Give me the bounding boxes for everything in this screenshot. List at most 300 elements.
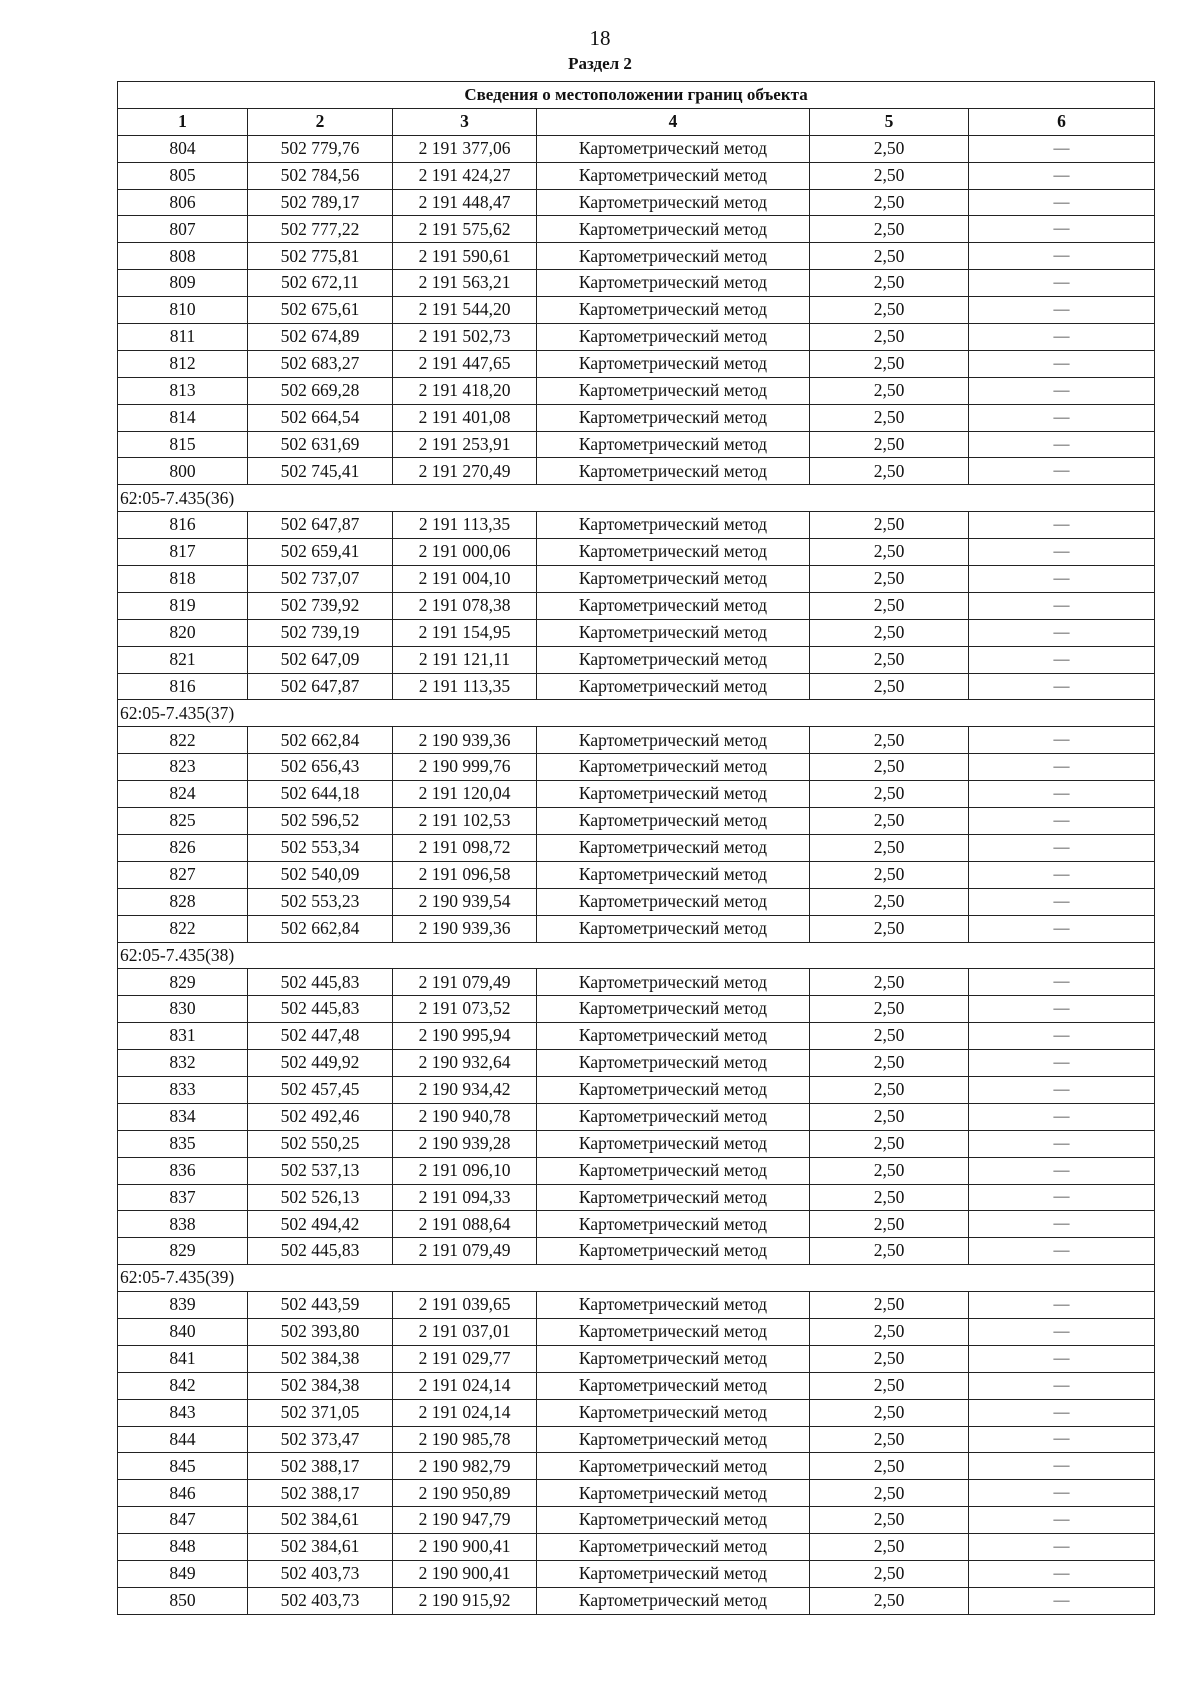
method-cell: Картометрический метод: [537, 1103, 810, 1130]
y-coordinate-cell: 2 191 270,49: [393, 458, 537, 485]
x-coordinate-cell: 502 656,43: [248, 754, 393, 781]
description-cell: —: [969, 1318, 1155, 1345]
description-cell: —: [969, 377, 1155, 404]
table-row: [118, 996, 1155, 1023]
y-coordinate-cell: 2 191 502,73: [393, 324, 537, 351]
table-row: [118, 1534, 1155, 1561]
y-coordinate-cell: 2 191 113,35: [393, 512, 537, 539]
y-coordinate-cell: 2 190 940,78: [393, 1103, 537, 1130]
description-cell: —: [969, 512, 1155, 539]
x-coordinate-cell: 502 596,52: [248, 808, 393, 835]
y-coordinate-cell: 2 191 078,38: [393, 592, 537, 619]
group-label: 62:05-7.435(37): [118, 700, 1155, 727]
y-coordinate-cell: 2 191 094,33: [393, 1184, 537, 1211]
method-cell: Картометрический метод: [537, 243, 810, 270]
accuracy-cell: 2,50: [810, 727, 969, 754]
accuracy-cell: 2,50: [810, 888, 969, 915]
table-row: [118, 270, 1155, 297]
description-cell: —: [969, 566, 1155, 593]
point-number-cell: 808: [118, 243, 248, 270]
point-number-cell: 831: [118, 1023, 248, 1050]
table-row: [118, 377, 1155, 404]
section-title: Раздел 2: [568, 54, 632, 73]
accuracy-cell: 2,50: [810, 808, 969, 835]
point-number-cell: 835: [118, 1130, 248, 1157]
group-label: 62:05-7.435(38): [118, 942, 1155, 969]
x-coordinate-cell: 502 784,56: [248, 162, 393, 189]
accuracy-cell: 2,50: [810, 350, 969, 377]
y-coordinate-cell: 2 191 448,47: [393, 189, 537, 216]
y-coordinate-cell: 2 191 424,27: [393, 162, 537, 189]
point-number-cell: 825: [118, 808, 248, 835]
description-cell: —: [969, 1534, 1155, 1561]
point-number-cell: 836: [118, 1157, 248, 1184]
point-number-cell: 828: [118, 888, 248, 915]
x-coordinate-cell: 502 371,05: [248, 1399, 393, 1426]
point-number-cell: 811: [118, 324, 248, 351]
method-cell: Картометрический метод: [537, 404, 810, 431]
y-coordinate-cell: 2 190 999,76: [393, 754, 537, 781]
description-cell: —: [969, 1560, 1155, 1587]
accuracy-cell: 2,50: [810, 834, 969, 861]
y-coordinate-cell: 2 191 418,20: [393, 377, 537, 404]
description-cell: —: [969, 861, 1155, 888]
table-row: [118, 1292, 1155, 1319]
point-number-cell: 829: [118, 1238, 248, 1265]
y-coordinate-cell: 2 191 544,20: [393, 297, 537, 324]
point-number-cell: 824: [118, 781, 248, 808]
table-row: [118, 1023, 1155, 1050]
accuracy-cell: 2,50: [810, 673, 969, 700]
x-coordinate-cell: 502 675,61: [248, 297, 393, 324]
method-cell: Картометрический метод: [537, 1345, 810, 1372]
method-cell: Картометрический метод: [537, 1426, 810, 1453]
description-cell: —: [969, 1157, 1155, 1184]
x-coordinate-cell: 502 384,61: [248, 1507, 393, 1534]
point-number-cell: 845: [118, 1453, 248, 1480]
method-cell: Картометрический метод: [537, 189, 810, 216]
table-row: [118, 1372, 1155, 1399]
point-number-cell: 816: [118, 512, 248, 539]
accuracy-cell: 2,50: [810, 1560, 969, 1587]
description-cell: —: [969, 1076, 1155, 1103]
method-cell: Картометрический метод: [537, 1453, 810, 1480]
accuracy-cell: 2,50: [810, 458, 969, 485]
method-cell: Картометрический метод: [537, 969, 810, 996]
coordinates-table: [117, 81, 1155, 1615]
method-cell: Картометрический метод: [537, 1587, 810, 1614]
description-cell: —: [969, 1050, 1155, 1077]
accuracy-cell: 2,50: [810, 781, 969, 808]
y-coordinate-cell: 2 190 934,42: [393, 1076, 537, 1103]
y-coordinate-cell: 2 191 024,14: [393, 1399, 537, 1426]
method-cell: Картометрический метод: [537, 162, 810, 189]
x-coordinate-cell: 502 388,17: [248, 1480, 393, 1507]
y-coordinate-cell: 2 191 575,62: [393, 216, 537, 243]
accuracy-cell: 2,50: [810, 619, 969, 646]
description-cell: —: [969, 1130, 1155, 1157]
description-cell: —: [969, 673, 1155, 700]
y-coordinate-cell: 2 190 900,41: [393, 1560, 537, 1587]
method-cell: Картометрический метод: [537, 834, 810, 861]
y-coordinate-cell: 2 191 121,11: [393, 646, 537, 673]
method-cell: Картометрический метод: [537, 1184, 810, 1211]
table-row: [118, 1318, 1155, 1345]
method-cell: Картометрический метод: [537, 377, 810, 404]
method-cell: Картометрический метод: [537, 1399, 810, 1426]
x-coordinate-cell: 502 550,25: [248, 1130, 393, 1157]
description-cell: —: [969, 646, 1155, 673]
accuracy-cell: 2,50: [810, 162, 969, 189]
table-row: [118, 1345, 1155, 1372]
table-row: [118, 1130, 1155, 1157]
point-number-cell: 822: [118, 915, 248, 942]
method-cell: Картометрический метод: [537, 1480, 810, 1507]
table-row: [118, 1587, 1155, 1614]
x-coordinate-cell: 502 443,59: [248, 1292, 393, 1319]
method-cell: Картометрический метод: [537, 646, 810, 673]
table-row: [118, 1076, 1155, 1103]
x-coordinate-cell: 502 672,11: [248, 270, 393, 297]
method-cell: Картометрический метод: [537, 592, 810, 619]
accuracy-cell: 2,50: [810, 297, 969, 324]
accuracy-cell: 2,50: [810, 646, 969, 673]
x-coordinate-cell: 502 659,41: [248, 539, 393, 566]
point-number-cell: 841: [118, 1345, 248, 1372]
point-number-cell: 816: [118, 673, 248, 700]
point-number-cell: 848: [118, 1534, 248, 1561]
method-cell: Картометрический метод: [537, 1076, 810, 1103]
x-coordinate-cell: 502 664,54: [248, 404, 393, 431]
y-coordinate-cell: 2 191 096,10: [393, 1157, 537, 1184]
point-number-cell: 822: [118, 727, 248, 754]
method-cell: Картометрический метод: [537, 781, 810, 808]
method-cell: Картометрический метод: [537, 1372, 810, 1399]
point-number-cell: 839: [118, 1292, 248, 1319]
accuracy-cell: 2,50: [810, 1345, 969, 1372]
x-coordinate-cell: 502 631,69: [248, 431, 393, 458]
point-number-cell: 818: [118, 566, 248, 593]
method-cell: Картометрический метод: [537, 270, 810, 297]
table-title: Сведения о местоположении границ объекта: [118, 82, 1155, 109]
description-cell: —: [969, 1211, 1155, 1238]
y-coordinate-cell: 2 190 939,54: [393, 888, 537, 915]
y-coordinate-cell: 2 191 102,53: [393, 808, 537, 835]
table-row: [118, 216, 1155, 243]
method-cell: Картометрический метод: [537, 1211, 810, 1238]
x-coordinate-cell: 502 494,42: [248, 1211, 393, 1238]
method-cell: Картометрический метод: [537, 915, 810, 942]
accuracy-cell: 2,50: [810, 1023, 969, 1050]
accuracy-cell: 2,50: [810, 1050, 969, 1077]
table-row: [118, 915, 1155, 942]
accuracy-cell: 2,50: [810, 1399, 969, 1426]
point-number-cell: 847: [118, 1507, 248, 1534]
x-coordinate-cell: 502 647,09: [248, 646, 393, 673]
description-cell: —: [969, 915, 1155, 942]
table-row: [118, 1560, 1155, 1587]
y-coordinate-cell: 2 190 950,89: [393, 1480, 537, 1507]
table-row: [118, 566, 1155, 593]
method-cell: Картометрический метод: [537, 727, 810, 754]
x-coordinate-cell: 502 393,80: [248, 1318, 393, 1345]
table-row: [118, 458, 1155, 485]
x-coordinate-cell: 502 739,92: [248, 592, 393, 619]
description-cell: —: [969, 996, 1155, 1023]
description-cell: —: [969, 834, 1155, 861]
table-row: [118, 888, 1155, 915]
method-cell: Картометрический метод: [537, 808, 810, 835]
x-coordinate-cell: 502 739,19: [248, 619, 393, 646]
accuracy-cell: 2,50: [810, 431, 969, 458]
y-coordinate-cell: 2 191 590,61: [393, 243, 537, 270]
y-coordinate-cell: 2 190 995,94: [393, 1023, 537, 1050]
method-cell: Картометрический метод: [537, 619, 810, 646]
table-row: [118, 512, 1155, 539]
x-coordinate-cell: 502 384,38: [248, 1345, 393, 1372]
point-number-cell: 846: [118, 1480, 248, 1507]
column-number-1: 1: [118, 108, 248, 135]
group-header-row: [118, 1265, 1155, 1292]
table-row: [118, 1103, 1155, 1130]
group-header-row: [118, 485, 1155, 512]
group-header-row: [118, 942, 1155, 969]
description-cell: —: [969, 1184, 1155, 1211]
accuracy-cell: 2,50: [810, 969, 969, 996]
x-coordinate-cell: 502 492,46: [248, 1103, 393, 1130]
table-row: [118, 1157, 1155, 1184]
y-coordinate-cell: 2 191 154,95: [393, 619, 537, 646]
x-coordinate-cell: 502 683,27: [248, 350, 393, 377]
y-coordinate-cell: 2 191 024,14: [393, 1372, 537, 1399]
x-coordinate-cell: 502 457,45: [248, 1076, 393, 1103]
description-cell: —: [969, 189, 1155, 216]
point-number-cell: 838: [118, 1211, 248, 1238]
x-coordinate-cell: 502 553,34: [248, 834, 393, 861]
method-cell: Картометрический метод: [537, 512, 810, 539]
point-number-cell: 832: [118, 1050, 248, 1077]
accuracy-cell: 2,50: [810, 915, 969, 942]
description-cell: —: [969, 270, 1155, 297]
accuracy-cell: 2,50: [810, 1426, 969, 1453]
table-body: [118, 135, 1155, 1614]
description-cell: —: [969, 350, 1155, 377]
y-coordinate-cell: 2 191 079,49: [393, 969, 537, 996]
y-coordinate-cell: 2 190 947,79: [393, 1507, 537, 1534]
table-row: [118, 1453, 1155, 1480]
x-coordinate-cell: 502 647,87: [248, 673, 393, 700]
accuracy-cell: 2,50: [810, 1453, 969, 1480]
x-coordinate-cell: 502 789,17: [248, 189, 393, 216]
method-cell: Картометрический метод: [537, 297, 810, 324]
description-cell: —: [969, 458, 1155, 485]
x-coordinate-cell: 502 384,38: [248, 1372, 393, 1399]
table-row: [118, 969, 1155, 996]
accuracy-cell: 2,50: [810, 1480, 969, 1507]
point-number-cell: 840: [118, 1318, 248, 1345]
point-number-cell: 833: [118, 1076, 248, 1103]
accuracy-cell: 2,50: [810, 1103, 969, 1130]
method-cell: Картометрический метод: [537, 1050, 810, 1077]
y-coordinate-cell: 2 190 982,79: [393, 1453, 537, 1480]
x-coordinate-cell: 502 384,61: [248, 1534, 393, 1561]
accuracy-cell: 2,50: [810, 1157, 969, 1184]
y-coordinate-cell: 2 191 113,35: [393, 673, 537, 700]
table-row: [118, 1050, 1155, 1077]
point-number-cell: 842: [118, 1372, 248, 1399]
accuracy-cell: 2,50: [810, 324, 969, 351]
accuracy-cell: 2,50: [810, 1211, 969, 1238]
point-number-cell: 810: [118, 297, 248, 324]
description-cell: —: [969, 969, 1155, 996]
accuracy-cell: 2,50: [810, 1238, 969, 1265]
point-number-cell: 826: [118, 834, 248, 861]
method-cell: Картометрический метод: [537, 324, 810, 351]
point-number-cell: 820: [118, 619, 248, 646]
table-row: [118, 834, 1155, 861]
table-row: [118, 808, 1155, 835]
point-number-cell: 804: [118, 135, 248, 162]
method-cell: Картометрический метод: [537, 1130, 810, 1157]
method-cell: Картометрический метод: [537, 754, 810, 781]
description-cell: —: [969, 1372, 1155, 1399]
description-cell: —: [969, 1345, 1155, 1372]
table-row: [118, 1399, 1155, 1426]
description-cell: —: [969, 808, 1155, 835]
accuracy-cell: 2,50: [810, 404, 969, 431]
x-coordinate-cell: 502 388,17: [248, 1453, 393, 1480]
description-cell: —: [969, 1426, 1155, 1453]
x-coordinate-cell: 502 449,92: [248, 1050, 393, 1077]
accuracy-cell: 2,50: [810, 270, 969, 297]
y-coordinate-cell: 2 191 098,72: [393, 834, 537, 861]
table-row: [118, 350, 1155, 377]
description-cell: —: [969, 243, 1155, 270]
table-row: [118, 189, 1155, 216]
y-coordinate-cell: 2 190 939,28: [393, 1130, 537, 1157]
description-cell: —: [969, 1023, 1155, 1050]
point-number-cell: 807: [118, 216, 248, 243]
accuracy-cell: 2,50: [810, 377, 969, 404]
point-number-cell: 821: [118, 646, 248, 673]
x-coordinate-cell: 502 737,07: [248, 566, 393, 593]
column-number-2: 2: [248, 108, 393, 135]
y-coordinate-cell: 2 191 377,06: [393, 135, 537, 162]
table-row: [118, 243, 1155, 270]
x-coordinate-cell: 502 537,13: [248, 1157, 393, 1184]
x-coordinate-cell: 502 777,22: [248, 216, 393, 243]
x-coordinate-cell: 502 540,09: [248, 861, 393, 888]
y-coordinate-cell: 2 190 985,78: [393, 1426, 537, 1453]
accuracy-cell: 2,50: [810, 539, 969, 566]
accuracy-cell: 2,50: [810, 1372, 969, 1399]
table-row: [118, 646, 1155, 673]
column-number-5: 5: [810, 108, 969, 135]
table-row: [118, 1238, 1155, 1265]
x-coordinate-cell: 502 779,76: [248, 135, 393, 162]
accuracy-cell: 2,50: [810, 996, 969, 1023]
table-row: [118, 1480, 1155, 1507]
y-coordinate-cell: 2 191 096,58: [393, 861, 537, 888]
point-number-cell: 805: [118, 162, 248, 189]
point-number-cell: 815: [118, 431, 248, 458]
point-number-cell: 806: [118, 189, 248, 216]
description-cell: —: [969, 592, 1155, 619]
y-coordinate-cell: 2 191 029,77: [393, 1345, 537, 1372]
table-row: [118, 673, 1155, 700]
method-cell: Картометрический метод: [537, 458, 810, 485]
method-cell: Картометрический метод: [537, 861, 810, 888]
method-cell: Картометрический метод: [537, 1318, 810, 1345]
y-coordinate-cell: 2 191 120,04: [393, 781, 537, 808]
point-number-cell: 834: [118, 1103, 248, 1130]
table-row: [118, 1211, 1155, 1238]
group-label: 62:05-7.435(36): [118, 485, 1155, 512]
accuracy-cell: 2,50: [810, 243, 969, 270]
accuracy-cell: 2,50: [810, 1507, 969, 1534]
accuracy-cell: 2,50: [810, 1130, 969, 1157]
table-row: [118, 592, 1155, 619]
y-coordinate-cell: 2 191 563,21: [393, 270, 537, 297]
y-coordinate-cell: 2 191 073,52: [393, 996, 537, 1023]
x-coordinate-cell: 502 526,13: [248, 1184, 393, 1211]
method-cell: Картометрический метод: [537, 1534, 810, 1561]
accuracy-cell: 2,50: [810, 1184, 969, 1211]
table-row: [118, 404, 1155, 431]
y-coordinate-cell: 2 191 447,65: [393, 350, 537, 377]
point-number-cell: 850: [118, 1587, 248, 1614]
y-coordinate-cell: 2 190 915,92: [393, 1587, 537, 1614]
table-row: [118, 1426, 1155, 1453]
description-cell: —: [969, 1399, 1155, 1426]
description-cell: —: [969, 324, 1155, 351]
accuracy-cell: 2,50: [810, 1292, 969, 1319]
point-number-cell: 843: [118, 1399, 248, 1426]
column-number-4: 4: [537, 108, 810, 135]
description-cell: —: [969, 1453, 1155, 1480]
method-cell: Картометрический метод: [537, 216, 810, 243]
method-cell: Картометрический метод: [537, 1292, 810, 1319]
accuracy-cell: 2,50: [810, 1076, 969, 1103]
y-coordinate-cell: 2 191 039,65: [393, 1292, 537, 1319]
table-row: [118, 727, 1155, 754]
accuracy-cell: 2,50: [810, 861, 969, 888]
description-cell: —: [969, 1238, 1155, 1265]
x-coordinate-cell: 502 745,41: [248, 458, 393, 485]
table-row: [118, 135, 1155, 162]
point-number-cell: 814: [118, 404, 248, 431]
description-cell: —: [969, 619, 1155, 646]
description-cell: —: [969, 431, 1155, 458]
method-cell: Картометрический метод: [537, 1560, 810, 1587]
method-cell: Картометрический метод: [537, 539, 810, 566]
method-cell: Картометрический метод: [537, 1507, 810, 1534]
method-cell: Картометрический метод: [537, 1023, 810, 1050]
group-header-row: [118, 700, 1155, 727]
column-number-6: 6: [969, 108, 1155, 135]
method-cell: Картометрический метод: [537, 888, 810, 915]
point-number-cell: 823: [118, 754, 248, 781]
method-cell: Картометрический метод: [537, 1238, 810, 1265]
x-coordinate-cell: 502 647,87: [248, 512, 393, 539]
accuracy-cell: 2,50: [810, 512, 969, 539]
table-row: [118, 297, 1155, 324]
x-coordinate-cell: 502 662,84: [248, 915, 393, 942]
column-number-row: [118, 108, 1155, 135]
accuracy-cell: 2,50: [810, 566, 969, 593]
description-cell: —: [969, 1292, 1155, 1319]
point-number-cell: 827: [118, 861, 248, 888]
